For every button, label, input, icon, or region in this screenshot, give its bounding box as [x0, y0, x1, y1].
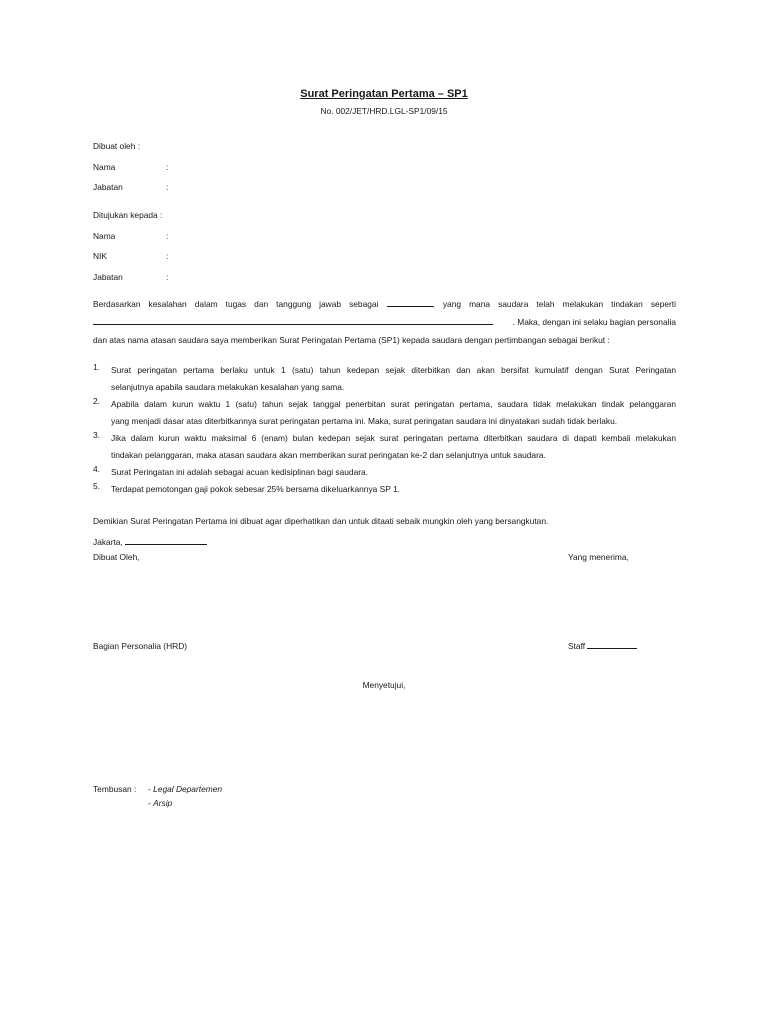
to-nik-label: NIK	[93, 251, 107, 261]
letter-title: Surat Peringatan Pertama – SP1	[300, 88, 468, 100]
list-item	[93, 396, 676, 430]
intro-line-3: dan atas nama atasan saudara saya memberikan Surat Peringatan Pertama (SP1) kepada saudara dengan pertimbangan sebagai berikut :	[93, 335, 610, 345]
cc-item	[148, 798, 172, 809]
list-item	[93, 430, 676, 464]
list-item	[93, 464, 676, 481]
to-heading: Ditujukan kepada :	[93, 210, 163, 220]
intro-text-2: . Maka, dengan ini selaku bagian personalia	[512, 317, 676, 327]
cc-bullet: -	[148, 798, 151, 808]
list-item-number: 5.	[93, 481, 100, 491]
list-item-text: Terdapat pemotongan gaji pokok sebesar 25% bersama dikeluarkannya SP 1.	[111, 484, 400, 494]
receiver-label: Yang menerima,	[568, 552, 629, 562]
blank-role	[387, 299, 433, 307]
cc-label: Tembusan :	[93, 784, 137, 794]
intro-line-1	[93, 295, 676, 313]
list-item-text: Surat Peringatan ini adalah sebagai acuan kedisiplinan bagi saudara.	[111, 467, 369, 477]
points-list	[93, 362, 676, 498]
intro-paragraph	[93, 295, 676, 349]
document-number: No. 002/JET/HRD.LGL-SP1/09/15	[320, 106, 448, 116]
to-nik-colon: :	[166, 251, 169, 261]
staff-label: Staff	[568, 641, 586, 651]
list-item-text: Jika dalam kurun waktu maksimal 6 (enam) bulan kedepan sejak surat peringatan pertama diterbitkan saudara di dapati kembali melakukan	[111, 433, 676, 443]
closing-statement: Demikian Surat Peringatan Pertama ini dibuat agar diperhatikan dan untuk ditaati sebaik mungkin oleh yang bersangkutan.	[93, 516, 549, 526]
staff-signature	[568, 641, 637, 652]
list-item-text: yang menjadi dasar atas diterbitkannya surat peringatan pertama ini. Maka, surat peringatan saudara ini dinyatakan sudah tidak berlaku.	[111, 416, 618, 426]
list-item-number: 1.	[93, 362, 100, 372]
to-name-colon: :	[166, 231, 169, 241]
from-name-colon: :	[166, 162, 169, 172]
blank-action	[93, 317, 493, 325]
list-item-text: Apabila dalam kurun waktu 1 (satu) tahun sejak tanggal penerbitan surat peringatan pertama, saudara tidak melakukan tindak pelanggaran	[111, 399, 676, 409]
intro-text-1a: Berdasarkan kesalahan dalam tugas dan tanggung jawab sebagai	[93, 299, 379, 309]
to-position-colon: :	[166, 272, 169, 282]
date-blank	[125, 537, 207, 545]
from-position-colon: :	[166, 182, 169, 192]
place-label: Jakarta,	[93, 537, 123, 547]
list-item-text: selanjutnya apabila saudara melakukan kesalahan yang sama.	[111, 382, 345, 392]
cc-item-text: Legal Departemen	[153, 784, 223, 794]
intro-line-2	[93, 313, 676, 331]
list-item	[93, 481, 676, 498]
place-date	[93, 537, 207, 548]
list-item-number: 3.	[93, 430, 100, 440]
cc-item-text: Arsip	[153, 798, 173, 808]
hrd-signature-label: Bagian Personalia (HRD)	[93, 641, 188, 651]
cc-bullet: -	[148, 784, 151, 794]
from-position-label: Jabatan	[93, 182, 123, 192]
list-item-number: 2.	[93, 396, 100, 406]
list-item-text: tindakan pelanggaran, maka atasan saudara akan memberikan surat peringatan ke-2 dan selanjutnya untuk saudara.	[111, 450, 546, 460]
from-name-label: Nama	[93, 162, 116, 172]
staff-blank	[587, 641, 637, 649]
cc-item	[148, 784, 222, 795]
from-heading: Dibuat oleh :	[93, 141, 141, 151]
made-by-label: Dibuat Oleh,	[93, 552, 140, 562]
to-position-label: Jabatan	[93, 272, 123, 282]
approved-label: Menyetujui,	[362, 680, 406, 690]
intro-text-1b: , yang mana saudara telah melakukan tindakan seperti	[432, 299, 676, 309]
list-item	[93, 362, 676, 396]
to-name-label: Nama	[93, 231, 116, 241]
list-item-number: 4.	[93, 464, 100, 474]
list-item-text: Surat peringatan pertama berlaku untuk 1 (satu) tahun kedepan sejak diterbitkan dan akan bersifat kumulatif dengan Surat Peringatan	[111, 365, 676, 375]
